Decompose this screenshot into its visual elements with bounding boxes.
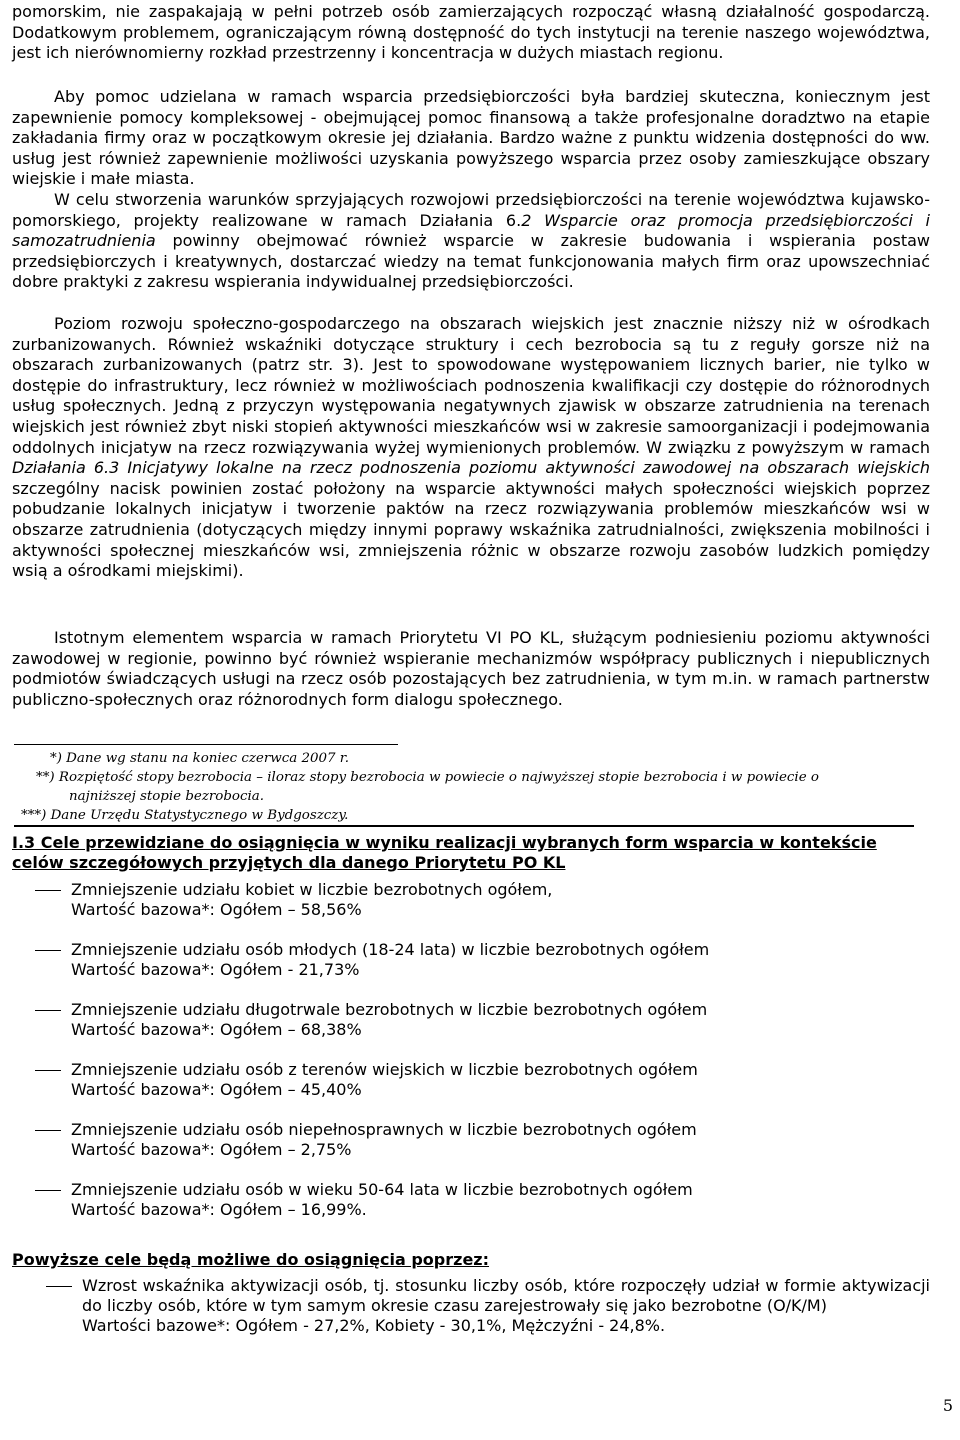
dash-marker-icon — [35, 1070, 61, 1071]
list-item — [12, 1060, 960, 1100]
measures-list — [12, 1276, 930, 1336]
goal-baseline-value: Wartość bazowa*: Ogółem – 58,56% — [71, 900, 362, 919]
measure-values: Wartości bazowe*: Ogółem - 27,2%, Kobiety - 30,1%, Mężczyźni - 24,8%. — [82, 1316, 666, 1335]
p4-text-a: Poziom rozwoju społeczno-gospodarczego na obszarach wiejskich jest znacznie niższy niż w ośrodkach zurbanizowanych. Również wskaźniki dotyczące struktury i cech bezrobocia są tu z reguły gorsze niż na obszarach zurbanizowanych (patrz str. 3). Jest to spowodowane występowaniem licznych barier, nie tylko w dostępie do infrastruktury, lecz również w możliwościach podnoszenia kwalifikacji czy dostępie do różnorodnych usług społecznych. Jedną z przyczyn występowania negatywnych zjawisk w obszarze zatrudnienia na terenach wiejskich jest również zbyt niski stopień aktywności mieszkańców wsi w zakresie samoorganizacji i podejmowania oddolnych inicjatyw na rzecz rozwiązywania wyżej wymienionych problemów. W związku z powyższym w ramach — [12, 314, 930, 457]
paragraph-priority-vi: Istotnym elementem wsparcia w ramach Priorytetu VI PO KL, służącym podniesieniu poziomu aktywności zawodowej w regionie, powinno być również wspieranie mechanizmów współpracy publicznych i niepublicznych podmiotów świadczących usługi na rzecz osób pozostających bez zatrudnienia, w tym m.in. w ramach partnerstw publiczno-społecznych oraz różnorodnych form dialogu społecznego. — [12, 628, 930, 709]
dash-marker-icon — [35, 1010, 61, 1011]
list-item — [12, 1000, 960, 1040]
list-item — [12, 940, 960, 980]
footnote-3: ***) Dane Urzędu Statystycznego w Bydgoszczy. — [21, 808, 349, 823]
goal-title: Zmniejszenie udziału osób w wieku 50-64 lata w liczbie bezrobotnych ogółem — [71, 1180, 693, 1199]
goal-baseline-value: Wartość bazowa*: Ogółem - 21,73% — [71, 960, 360, 979]
p3-text-a: W celu stworzenia warunków sprzyjających rozwojowi przedsiębiorczości na terenie województwa kujawsko-pomorskiego, projekty realizowane w ramach Działania 6. — [12, 190, 930, 230]
footnote-separator — [14, 744, 398, 745]
paragraph-rural-areas — [12, 314, 930, 582]
page-number: 5 — [942, 1396, 953, 1415]
goal-title: Zmniejszenie udziału osób z terenów wiejskich w liczbie bezrobotnych ogółem — [71, 1060, 698, 1079]
goal-title: Zmniejszenie udziału osób młodych (18-24 lata) w liczbie bezrobotnych ogółem — [71, 940, 710, 959]
dash-marker-icon — [35, 950, 61, 951]
list-item — [12, 1276, 930, 1316]
list-item — [12, 1180, 960, 1220]
measure-text: Wzrost wskaźnika aktywizacji osób, tj. stosunku liczby osób, które rozpoczęły udział w formie aktywizacji do liczby osób, które w tym samym okresie czasu zarejestrowały się jako bezrobotne (O/K/M) — [82, 1276, 930, 1315]
p3-text-b: powinny obejmować również wsparcie w zakresie budowania i wspierania postaw przedsiębiorczych i kreatywnych, dostarczać wiedzy na temat funkcjonowania małych firm oraz upowszechniać dobre praktyki z zakresu wspierania indywidualnej przedsiębiorczości. — [12, 231, 930, 292]
p3-italic-measure: 2 Wsparcie oraz promocja przedsiębiorczości i samozatrudnienia — [12, 210, 931, 251]
paragraph-intro: pomorskim, nie zaspakajają w pełni potrzeb osób zamierzających rozpocząć własną działalność gospodarczą. Dodatkowym problemem, ograniczającym równą dostępność do tych instytucji na terenie naszego województwa, jest ich nierównomierny rozkład przestrzenny i koncentracja w dużych miastach regionu. — [12, 2, 930, 63]
goal-title: Zmniejszenie udziału długotrwale bezrobotnych w liczbie bezrobotnych ogółem — [71, 1000, 708, 1019]
section-separator — [14, 825, 914, 829]
goals-subheading: Powyższe cele będą możliwe do osiągnięcia poprzez: — [12, 1250, 490, 1269]
dash-marker-icon — [46, 1286, 72, 1287]
list-item — [12, 880, 960, 920]
goal-title: Zmniejszenie udziału kobiet w liczbie bezrobotnych ogółem, — [71, 880, 553, 899]
footnotes — [12, 749, 932, 825]
dash-marker-icon — [35, 1190, 61, 1191]
footnote-2-continued: najniższej stopie bezrobocia. — [69, 789, 265, 804]
footnote-2: **) Rozpiętość stopy bezrobocia – iloraz stopy bezrobocia w powiecie o najwyższej stopie bezrobocia i w powiecie o — [36, 770, 819, 785]
list-item — [12, 1120, 960, 1160]
goal-baseline-value: Wartość bazowa*: Ogółem – 45,40% — [71, 1080, 362, 1099]
paragraph-support-complex: Aby pomoc udzielana w ramach wsparcia przedsiębiorczości była bardziej skuteczna, koniecznym jest zapewnienie pomocy kompleksowej - obejmującej pomoc finansową a także profesjonalne doradztwo na etapie zakładania firmy oraz w początkowym okresie jej działania. Bardzo ważne z punktu widzenia dostępności do ww. usług jest również zapewnienie możliwości uzyskania powyższego wsparcia przez osoby zamieszkujące obszary wiejskie i małe miasta. — [12, 87, 930, 189]
footnote-1: *) Dane wg stanu na koniec czerwca 2007 r. — [50, 751, 349, 766]
dash-marker-icon — [35, 1130, 61, 1131]
paragraph-entrepreneurship — [12, 190, 930, 293]
p4-italic-measure: Działania 6.3 Inicjatywy lokalne na rzecz podnoszenia poziomu aktywności zawodowej na obszarach wiejskich — [12, 458, 930, 478]
section-heading: I.3 Cele przewidziane do osiągnięcia w wyniku realizacji wybranych form wsparcia w kontekście celów szczegółowych przyjętych dla danego Priorytetu PO KL — [12, 833, 877, 872]
goal-title: Zmniejszenie udziału osób niepełnosprawnych w liczbie bezrobotnych ogółem — [71, 1120, 697, 1139]
goal-baseline-value: Wartość bazowa*: Ogółem – 2,75% — [71, 1140, 352, 1159]
goal-baseline-value: Wartość bazowa*: Ogółem – 68,38% — [71, 1020, 362, 1039]
p4-text-b: szczególny nacisk powinien zostać położony na wsparcie aktywności małych społeczności wiejskich poprzez pobudzanie lokalnych inicjatyw i tworzenie paktów na rzecz rozwiązywania problemów mieszkańców wsi w obszarze zatrudnienia (dotyczących między innymi poprawy wskaźnika zatrudnialności, zwiększenia mobilności i aktywności społecznej mieszkańców wsi, zmniejszenia różnic w obszarze rozwoju zasobów ludzkich pomiędzy wsią a ośrodkami miejskimi). — [12, 478, 930, 581]
dash-marker-icon — [35, 890, 61, 891]
goal-baseline-value: Wartość bazowa*: Ogółem – 16,99%. — [71, 1200, 367, 1219]
